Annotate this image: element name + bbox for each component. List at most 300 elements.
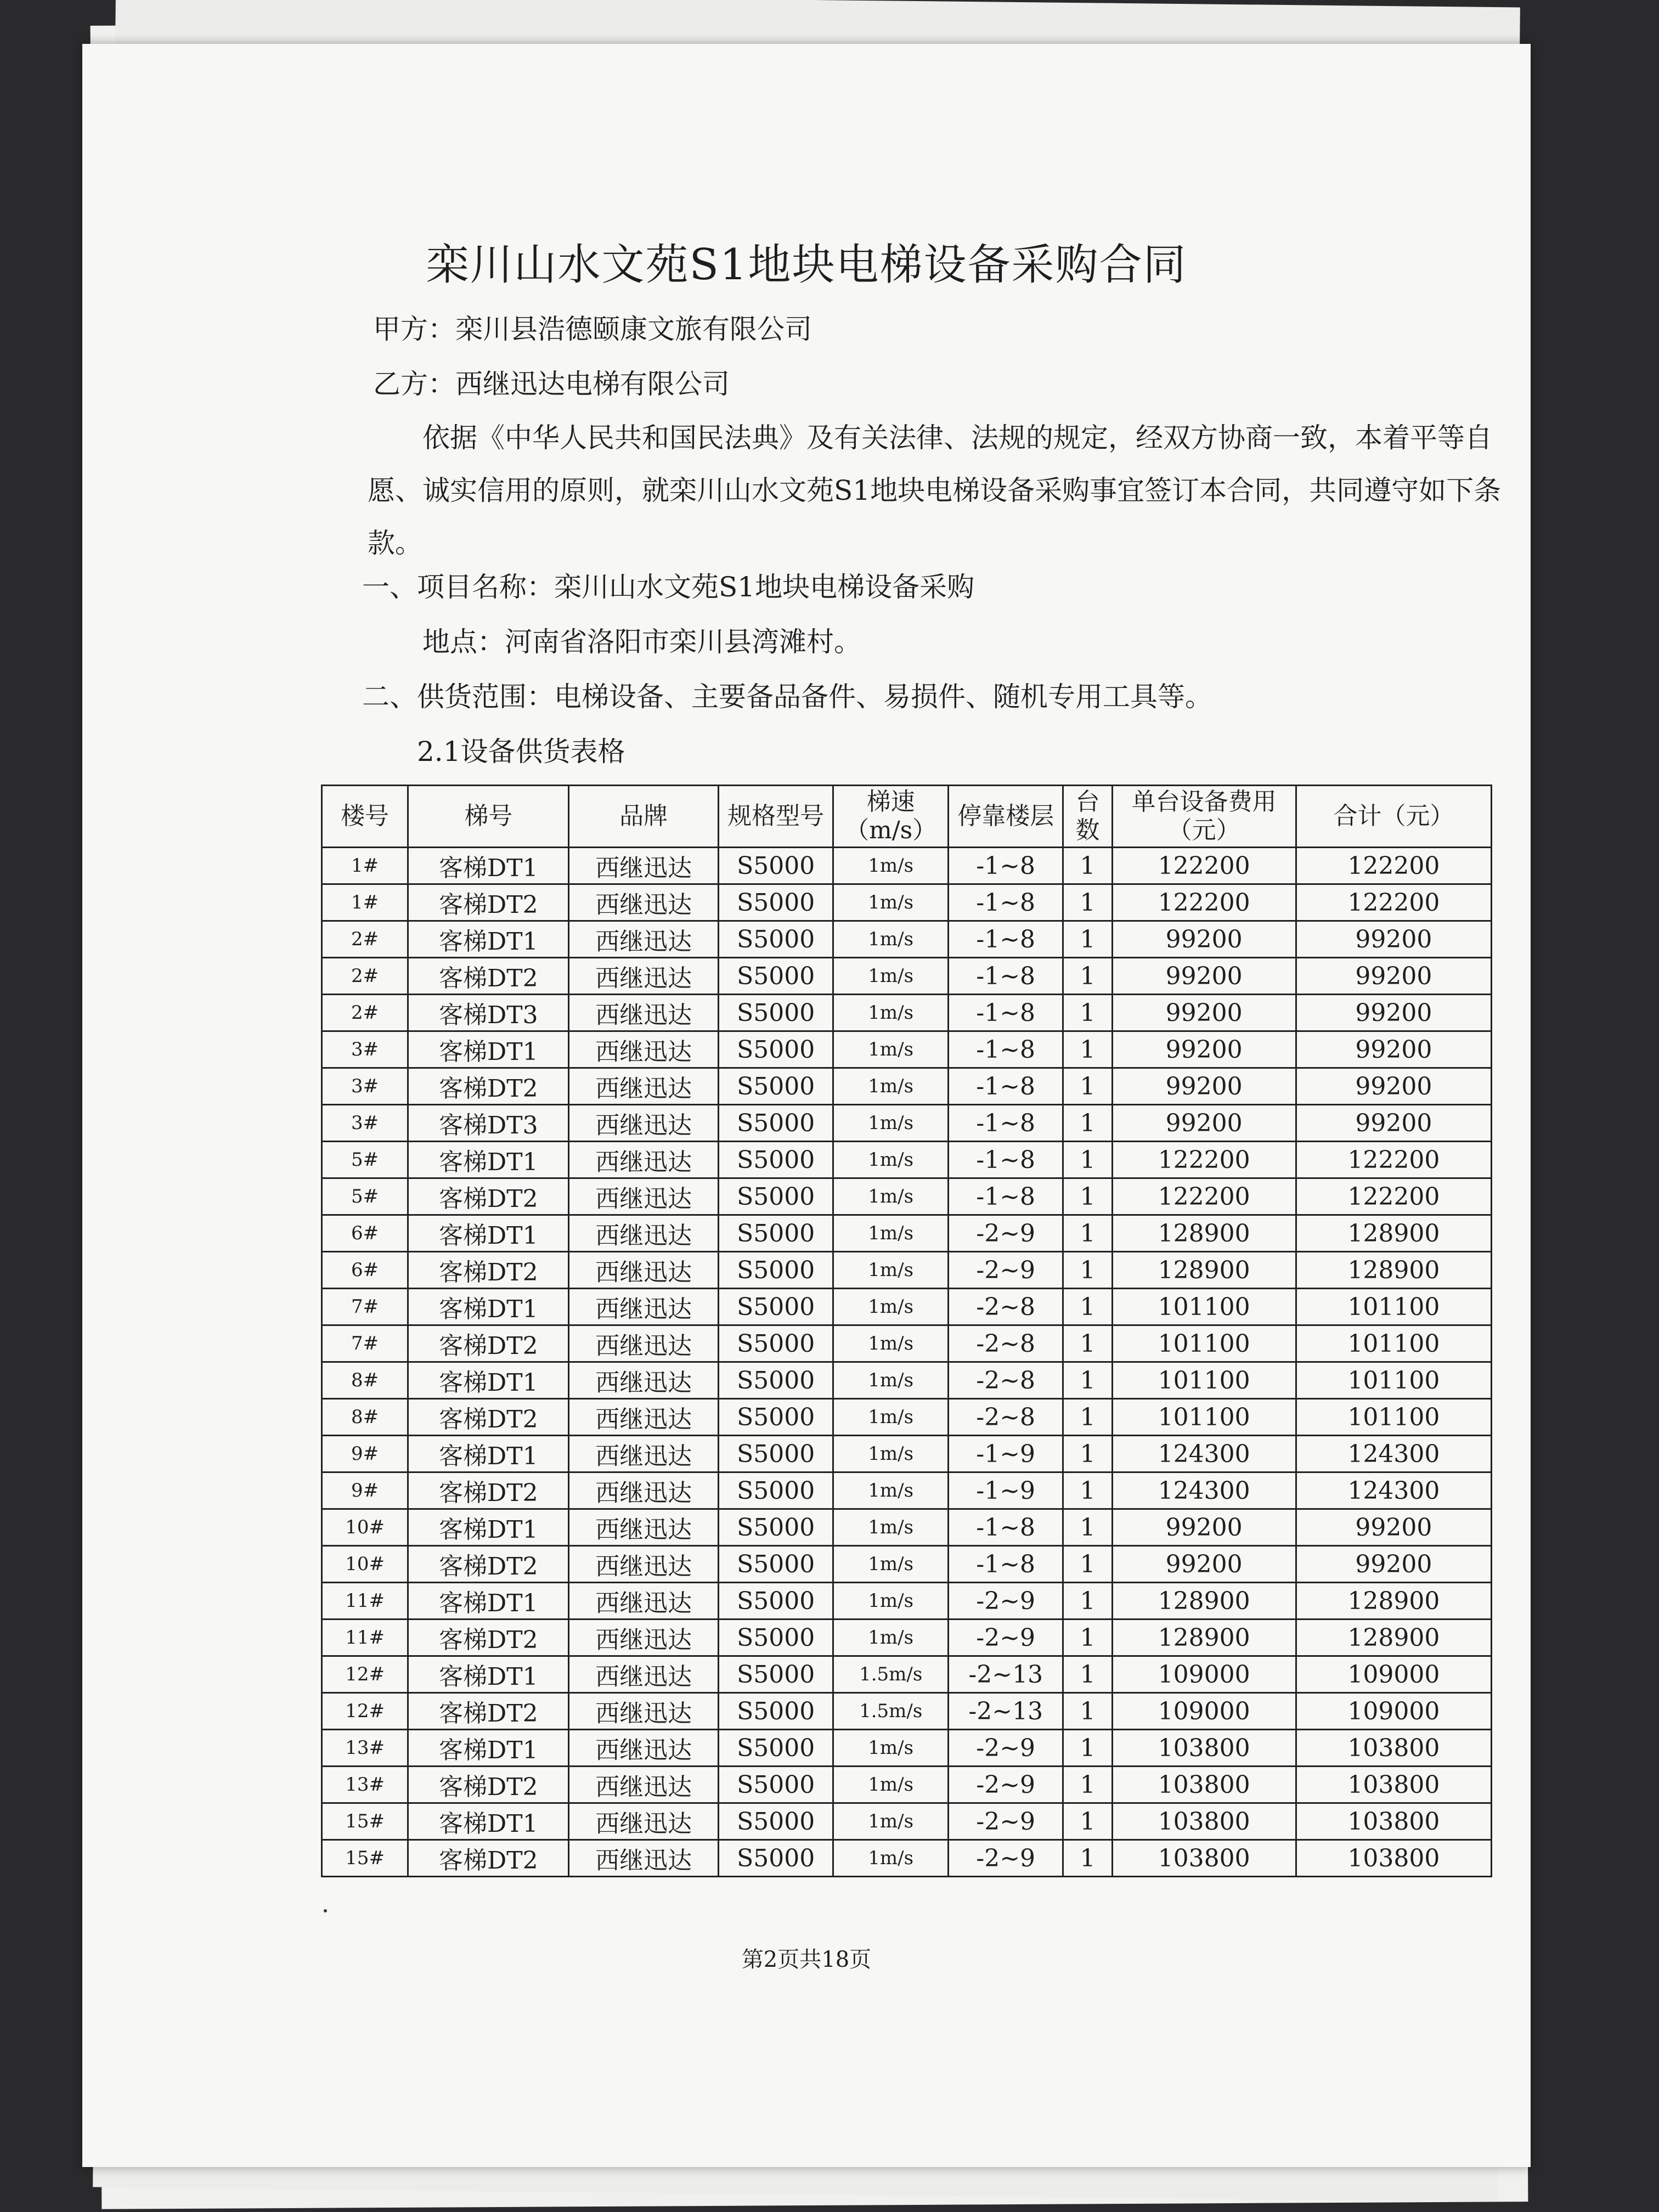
quantity-cell: 1 <box>1063 1620 1112 1656</box>
unit-cost-cell: 99200 <box>1112 1546 1296 1583</box>
table-row <box>322 1252 1492 1289</box>
elevator-no-cell: 客梯DT2 <box>408 1068 569 1105</box>
total-cell: 101100 <box>1296 1289 1491 1325</box>
brand-cell: 西继迅达 <box>569 884 718 921</box>
model-cell: S5000 <box>718 921 833 958</box>
total-cell: 99200 <box>1296 1105 1491 1142</box>
model-cell: S5000 <box>718 1215 833 1252</box>
brand-cell: 西继迅达 <box>569 1656 718 1693</box>
quantity-cell: 1 <box>1063 1583 1112 1620</box>
model-cell: S5000 <box>718 995 833 1031</box>
header-total: 合计（元） <box>1296 786 1491 848</box>
speed-cell: 1m/s <box>833 1803 949 1840</box>
elevator-no-cell: 客梯DT2 <box>408 884 569 921</box>
building-no-cell: 9# <box>322 1472 408 1509</box>
model-cell: S5000 <box>718 1767 833 1803</box>
table-row <box>322 1289 1492 1325</box>
floors-cell: -1~8 <box>948 1105 1063 1142</box>
total-cell: 103800 <box>1296 1730 1491 1767</box>
total-cell: 122200 <box>1296 1142 1491 1178</box>
unit-cost-cell: 122200 <box>1112 1142 1296 1178</box>
table-row <box>322 1620 1492 1656</box>
brand-cell: 西继迅达 <box>569 1031 718 1068</box>
elevator-no-cell: 客梯DT1 <box>408 848 569 884</box>
speed-cell: 1m/s <box>833 1215 949 1252</box>
quantity-cell: 1 <box>1063 1252 1112 1289</box>
unit-cost-cell: 103800 <box>1112 1840 1296 1877</box>
speed-cell: 1m/s <box>833 1620 949 1656</box>
building-no-cell: 8# <box>322 1399 408 1436</box>
table-row <box>322 1767 1492 1803</box>
unit-cost-cell: 109000 <box>1112 1693 1296 1730</box>
elevator-no-cell: 客梯DT1 <box>408 1289 569 1325</box>
location-line: 地点：河南省洛阳市栾川县湾滩村。 <box>422 626 861 658</box>
brand-cell: 西继迅达 <box>569 1399 718 1436</box>
model-cell: S5000 <box>718 1583 833 1620</box>
table-row <box>322 921 1492 958</box>
table-row <box>322 1031 1492 1068</box>
speed-cell: 1.5m/s <box>833 1656 949 1693</box>
floors-cell: -2~9 <box>948 1767 1063 1803</box>
total-cell: 122200 <box>1296 1178 1491 1215</box>
brand-cell: 西继迅达 <box>569 1436 718 1472</box>
building-no-cell: 3# <box>322 1105 408 1142</box>
building-no-cell: 3# <box>322 1068 408 1105</box>
quantity-cell: 1 <box>1063 1730 1112 1767</box>
speed-cell: 1m/s <box>833 1472 949 1509</box>
quantity-cell: 1 <box>1063 1767 1112 1803</box>
speed-cell: 1m/s <box>833 1399 949 1436</box>
model-cell: S5000 <box>718 1509 833 1546</box>
quantity-cell: 1 <box>1063 1472 1112 1509</box>
quantity-cell: 1 <box>1063 958 1112 995</box>
elevator-no-cell: 客梯DT1 <box>408 1215 569 1252</box>
speed-cell: 1m/s <box>833 848 949 884</box>
model-cell: S5000 <box>718 1289 833 1325</box>
elevator-no-cell: 客梯DT2 <box>408 1472 569 1509</box>
party-a: 甲方：栾川县浩德颐康文旅有限公司 <box>373 313 812 345</box>
header-speed: 梯速（m/s） <box>833 786 949 848</box>
table-row <box>322 1509 1492 1546</box>
building-no-cell: 6# <box>322 1215 408 1252</box>
floors-cell: -1~8 <box>948 1509 1063 1546</box>
total-cell: 122200 <box>1296 848 1491 884</box>
total-cell: 128900 <box>1296 1583 1491 1620</box>
floors-cell: -1~8 <box>948 995 1063 1031</box>
brand-cell: 西继迅达 <box>569 1546 718 1583</box>
brand-cell: 西继迅达 <box>569 1142 718 1178</box>
speed-cell: 1m/s <box>833 1436 949 1472</box>
model-cell: S5000 <box>718 1325 833 1362</box>
floors-cell: -1~8 <box>948 921 1063 958</box>
quantity-cell: 1 <box>1063 1399 1112 1436</box>
unit-cost-cell: 124300 <box>1112 1436 1296 1472</box>
unit-cost-cell: 124300 <box>1112 1472 1296 1509</box>
brand-cell: 西继迅达 <box>569 995 718 1031</box>
speed-cell: 1m/s <box>833 921 949 958</box>
table-row <box>322 1105 1492 1142</box>
total-cell: 99200 <box>1296 1068 1491 1105</box>
unit-cost-cell: 128900 <box>1112 1252 1296 1289</box>
elevator-no-cell: 客梯DT1 <box>408 921 569 958</box>
building-no-cell: 10# <box>322 1546 408 1583</box>
unit-cost-cell: 101100 <box>1112 1325 1296 1362</box>
floors-cell: -2~8 <box>948 1399 1063 1436</box>
quantity-cell: 1 <box>1063 1215 1112 1252</box>
unit-cost-cell: 99200 <box>1112 1031 1296 1068</box>
brand-cell: 西继迅达 <box>569 1803 718 1840</box>
quantity-cell: 1 <box>1063 1068 1112 1105</box>
table-row <box>322 958 1492 995</box>
unit-cost-cell: 99200 <box>1112 921 1296 958</box>
building-no-cell: 7# <box>322 1289 408 1325</box>
quantity-cell: 1 <box>1063 1656 1112 1693</box>
floors-cell: -2~9 <box>948 1583 1063 1620</box>
floors-cell: -1~8 <box>948 1031 1063 1068</box>
table-row <box>322 1178 1492 1215</box>
speed-cell: 1m/s <box>833 995 949 1031</box>
floors-cell: -2~9 <box>948 1252 1063 1289</box>
elevator-no-cell: 客梯DT3 <box>408 995 569 1031</box>
speed-cell: 1m/s <box>833 1325 949 1362</box>
quantity-cell: 1 <box>1063 1509 1112 1546</box>
table-body <box>322 848 1492 1877</box>
quantity-cell: 1 <box>1063 1546 1112 1583</box>
speed-cell: 1m/s <box>833 1252 949 1289</box>
brand-cell: 西继迅达 <box>569 958 718 995</box>
model-cell: S5000 <box>718 848 833 884</box>
speck <box>324 1909 327 1912</box>
quantity-cell: 1 <box>1063 1178 1112 1215</box>
intro-paragraph: 依据《中华人民共和国民法典》及有关法律、法规的规定，经双方协商一致，本着平等自愿、诚实信用的原则，就栾川山水文苑S1地块电梯设备采购事宜签订本合同，共同遵守如下条款。 <box>368 422 1502 559</box>
building-no-cell: 7# <box>322 1325 408 1362</box>
speed-cell: 1m/s <box>833 1068 949 1105</box>
floors-cell: -1~8 <box>948 848 1063 884</box>
model-cell: S5000 <box>718 1031 833 1068</box>
elevator-no-cell: 客梯DT2 <box>408 1252 569 1289</box>
unit-cost-cell: 99200 <box>1112 1068 1296 1105</box>
quantity-cell: 1 <box>1063 1436 1112 1472</box>
model-cell: S5000 <box>718 1730 833 1767</box>
brand-cell: 西继迅达 <box>569 1730 718 1767</box>
building-no-cell: 12# <box>322 1656 408 1693</box>
table-row <box>322 1583 1492 1620</box>
total-cell: 103800 <box>1296 1803 1491 1840</box>
unit-cost-cell: 122200 <box>1112 1178 1296 1215</box>
quantity-cell: 1 <box>1063 1362 1112 1399</box>
floors-cell: -2~8 <box>948 1289 1063 1325</box>
brand-cell: 西继迅达 <box>569 1178 718 1215</box>
table-row <box>322 1656 1492 1693</box>
model-cell: S5000 <box>718 1399 833 1436</box>
speed-cell: 1m/s <box>833 1767 949 1803</box>
speed-cell: 1m/s <box>833 958 949 995</box>
building-no-cell: 13# <box>322 1767 408 1803</box>
elevator-no-cell: 客梯DT2 <box>408 1620 569 1656</box>
floors-cell: -2~13 <box>948 1693 1063 1730</box>
elevator-no-cell: 客梯DT2 <box>408 1767 569 1803</box>
quantity-cell: 1 <box>1063 1803 1112 1840</box>
model-cell: S5000 <box>718 884 833 921</box>
total-cell: 128900 <box>1296 1215 1491 1252</box>
model-cell: S5000 <box>718 1436 833 1472</box>
floors-cell: -2~9 <box>948 1840 1063 1877</box>
speed-cell: 1m/s <box>833 1840 949 1877</box>
model-cell: S5000 <box>718 1546 833 1583</box>
unit-cost-cell: 99200 <box>1112 1509 1296 1546</box>
table-row <box>322 1436 1492 1472</box>
brand-cell: 西继迅达 <box>569 1472 718 1509</box>
brand-cell: 西继迅达 <box>569 1620 718 1656</box>
total-cell: 99200 <box>1296 1031 1491 1068</box>
building-no-cell: 12# <box>322 1693 408 1730</box>
building-no-cell: 6# <box>322 1252 408 1289</box>
elevator-no-cell: 客梯DT1 <box>408 1803 569 1840</box>
speed-cell: 1m/s <box>833 1362 949 1399</box>
brand-cell: 西继迅达 <box>569 1252 718 1289</box>
model-cell: S5000 <box>718 1803 833 1840</box>
building-no-cell: 8# <box>322 1362 408 1399</box>
total-cell: 101100 <box>1296 1325 1491 1362</box>
table-row <box>322 1142 1492 1178</box>
quantity-cell: 1 <box>1063 1105 1112 1142</box>
speed-cell: 1.5m/s <box>833 1693 949 1730</box>
model-cell: S5000 <box>718 1068 833 1105</box>
speed-cell: 1m/s <box>833 884 949 921</box>
floors-cell: -1~8 <box>948 1068 1063 1105</box>
total-cell: 103800 <box>1296 1767 1491 1803</box>
elevator-no-cell: 客梯DT2 <box>408 1178 569 1215</box>
building-no-cell: 11# <box>322 1583 408 1620</box>
brand-cell: 西继迅达 <box>569 1583 718 1620</box>
model-cell: S5000 <box>718 1105 833 1142</box>
total-cell: 128900 <box>1296 1620 1491 1656</box>
model-cell: S5000 <box>718 1362 833 1399</box>
model-cell: S5000 <box>718 1252 833 1289</box>
table-row <box>322 1730 1492 1767</box>
brand-cell: 西继迅达 <box>569 1068 718 1105</box>
table-row <box>322 848 1492 884</box>
floors-cell: -1~8 <box>948 1178 1063 1215</box>
elevator-no-cell: 客梯DT1 <box>408 1730 569 1767</box>
model-cell: S5000 <box>718 1178 833 1215</box>
unit-cost-cell: 122200 <box>1112 848 1296 884</box>
building-no-cell: 10# <box>322 1509 408 1546</box>
table-row <box>322 1325 1492 1362</box>
speed-cell: 1m/s <box>833 1509 949 1546</box>
floors-cell: -2~8 <box>948 1362 1063 1399</box>
quantity-cell: 1 <box>1063 1325 1112 1362</box>
model-cell: S5000 <box>718 1840 833 1877</box>
table-row <box>322 1472 1492 1509</box>
elevator-no-cell: 客梯DT3 <box>408 1105 569 1142</box>
header-elevator-no: 梯号 <box>408 786 569 848</box>
quantity-cell: 1 <box>1063 995 1112 1031</box>
total-cell: 124300 <box>1296 1472 1491 1509</box>
contract-page <box>82 44 1531 2167</box>
elevator-no-cell: 客梯DT1 <box>408 1031 569 1068</box>
quantity-cell: 1 <box>1063 1031 1112 1068</box>
table-row <box>322 884 1492 921</box>
table-caption: 2.1设备供货表格 <box>417 736 625 768</box>
brand-cell: 西继迅达 <box>569 1362 718 1399</box>
building-no-cell: 1# <box>322 884 408 921</box>
total-cell: 128900 <box>1296 1252 1491 1289</box>
unit-cost-cell: 109000 <box>1112 1656 1296 1693</box>
unit-cost-cell: 99200 <box>1112 958 1296 995</box>
floors-cell: -2~13 <box>948 1656 1063 1693</box>
brand-cell: 西继迅达 <box>569 848 718 884</box>
building-no-cell: 1# <box>322 848 408 884</box>
elevator-no-cell: 客梯DT1 <box>408 1142 569 1178</box>
table-row <box>322 1362 1492 1399</box>
elevator-no-cell: 客梯DT2 <box>408 1325 569 1362</box>
total-cell: 99200 <box>1296 958 1491 995</box>
unit-cost-cell: 128900 <box>1112 1215 1296 1252</box>
section-1-heading: 一、项目名称：栾川山水文苑S1地块电梯设备采购 <box>362 571 975 603</box>
model-cell: S5000 <box>718 958 833 995</box>
total-cell: 101100 <box>1296 1399 1491 1436</box>
speed-cell: 1m/s <box>833 1031 949 1068</box>
building-no-cell: 5# <box>322 1178 408 1215</box>
floors-cell: -1~8 <box>948 1546 1063 1583</box>
total-cell: 109000 <box>1296 1656 1491 1693</box>
header-model: 规格型号 <box>718 786 833 848</box>
floors-cell: -1~9 <box>948 1436 1063 1472</box>
quantity-cell: 1 <box>1063 884 1112 921</box>
total-cell: 99200 <box>1296 1509 1491 1546</box>
brand-cell: 西继迅达 <box>569 1105 718 1142</box>
building-no-cell: 5# <box>322 1142 408 1178</box>
elevator-no-cell: 客梯DT1 <box>408 1362 569 1399</box>
unit-cost-cell: 99200 <box>1112 1105 1296 1142</box>
speed-cell: 1m/s <box>833 1583 949 1620</box>
unit-cost-cell: 122200 <box>1112 884 1296 921</box>
quantity-cell: 1 <box>1063 1840 1112 1877</box>
building-no-cell: 2# <box>322 995 408 1031</box>
unit-cost-cell: 101100 <box>1112 1399 1296 1436</box>
floors-cell: -2~9 <box>948 1215 1063 1252</box>
model-cell: S5000 <box>718 1620 833 1656</box>
speed-cell: 1m/s <box>833 1546 949 1583</box>
elevator-no-cell: 客梯DT2 <box>408 958 569 995</box>
total-cell: 122200 <box>1296 884 1491 921</box>
elevator-no-cell: 客梯DT1 <box>408 1509 569 1546</box>
brand-cell: 西继迅达 <box>569 1767 718 1803</box>
floors-cell: -2~9 <box>948 1803 1063 1840</box>
unit-cost-cell: 101100 <box>1112 1289 1296 1325</box>
unit-cost-cell: 103800 <box>1112 1803 1296 1840</box>
unit-cost-cell: 103800 <box>1112 1730 1296 1767</box>
building-no-cell: 3# <box>322 1031 408 1068</box>
floors-cell: -2~9 <box>948 1620 1063 1656</box>
header-quantity: 台数 <box>1063 786 1112 848</box>
table-row <box>322 1546 1492 1583</box>
elevator-no-cell: 客梯DT1 <box>408 1656 569 1693</box>
header-unit-cost: 单台设备费用（元） <box>1112 786 1296 848</box>
page-number: 第2页共18页 <box>741 1947 872 1972</box>
speed-cell: 1m/s <box>833 1142 949 1178</box>
total-cell: 109000 <box>1296 1693 1491 1730</box>
total-cell: 99200 <box>1296 921 1491 958</box>
floors-cell: -1~8 <box>948 958 1063 995</box>
equipment-supply-table <box>321 785 1492 1877</box>
elevator-no-cell: 客梯DT2 <box>408 1840 569 1877</box>
model-cell: S5000 <box>718 1142 833 1178</box>
model-cell: S5000 <box>718 1472 833 1509</box>
unit-cost-cell: 128900 <box>1112 1620 1296 1656</box>
unit-cost-cell: 99200 <box>1112 995 1296 1031</box>
section-2-heading: 二、供货范围：电梯设备、主要备品备件、易损件、随机专用工具等。 <box>362 681 1212 713</box>
total-cell: 103800 <box>1296 1840 1491 1877</box>
floors-cell: -1~9 <box>948 1472 1063 1509</box>
brand-cell: 西继迅达 <box>569 1693 718 1730</box>
brand-cell: 西继迅达 <box>569 921 718 958</box>
elevator-no-cell: 客梯DT1 <box>408 1583 569 1620</box>
header-brand: 品牌 <box>569 786 718 848</box>
quantity-cell: 1 <box>1063 1693 1112 1730</box>
table-row <box>322 1068 1492 1105</box>
total-cell: 99200 <box>1296 1546 1491 1583</box>
header-building-no: 楼号 <box>322 786 408 848</box>
table-row <box>322 1215 1492 1252</box>
quantity-cell: 1 <box>1063 1289 1112 1325</box>
header-floors: 停靠楼层 <box>948 786 1063 848</box>
building-no-cell: 13# <box>322 1730 408 1767</box>
brand-cell: 西继迅达 <box>569 1215 718 1252</box>
table-header-row <box>322 786 1492 848</box>
building-no-cell: 15# <box>322 1803 408 1840</box>
table-row <box>322 1693 1492 1730</box>
total-cell: 101100 <box>1296 1362 1491 1399</box>
elevator-no-cell: 客梯DT2 <box>408 1693 569 1730</box>
building-no-cell: 11# <box>322 1620 408 1656</box>
elevator-no-cell: 客梯DT1 <box>408 1436 569 1472</box>
table-row <box>322 1399 1492 1436</box>
brand-cell: 西继迅达 <box>569 1289 718 1325</box>
building-no-cell: 2# <box>322 921 408 958</box>
floors-cell: -1~8 <box>948 884 1063 921</box>
unit-cost-cell: 103800 <box>1112 1767 1296 1803</box>
speed-cell: 1m/s <box>833 1178 949 1215</box>
building-no-cell: 15# <box>322 1840 408 1877</box>
speed-cell: 1m/s <box>833 1105 949 1142</box>
model-cell: S5000 <box>718 1656 833 1693</box>
total-cell: 124300 <box>1296 1436 1491 1472</box>
speed-cell: 1m/s <box>833 1289 949 1325</box>
speed-cell: 1m/s <box>833 1730 949 1767</box>
quantity-cell: 1 <box>1063 1142 1112 1178</box>
unit-cost-cell: 128900 <box>1112 1583 1296 1620</box>
elevator-no-cell: 客梯DT2 <box>408 1546 569 1583</box>
floors-cell: -2~9 <box>948 1730 1063 1767</box>
building-no-cell: 9# <box>322 1436 408 1472</box>
floors-cell: -2~8 <box>948 1325 1063 1362</box>
table-row <box>322 1840 1492 1877</box>
table-row <box>322 1803 1492 1840</box>
unit-cost-cell: 101100 <box>1112 1362 1296 1399</box>
document-title: 栾川山水文苑S1地块电梯设备采购合同 <box>426 240 1187 290</box>
quantity-cell: 1 <box>1063 921 1112 958</box>
party-b: 乙方：西继迅达电梯有限公司 <box>373 368 730 400</box>
quantity-cell: 1 <box>1063 848 1112 884</box>
floors-cell: -1~8 <box>948 1142 1063 1178</box>
building-no-cell: 2# <box>322 958 408 995</box>
model-cell: S5000 <box>718 1693 833 1730</box>
brand-cell: 西继迅达 <box>569 1325 718 1362</box>
elevator-no-cell: 客梯DT2 <box>408 1399 569 1436</box>
brand-cell: 西继迅达 <box>569 1509 718 1546</box>
